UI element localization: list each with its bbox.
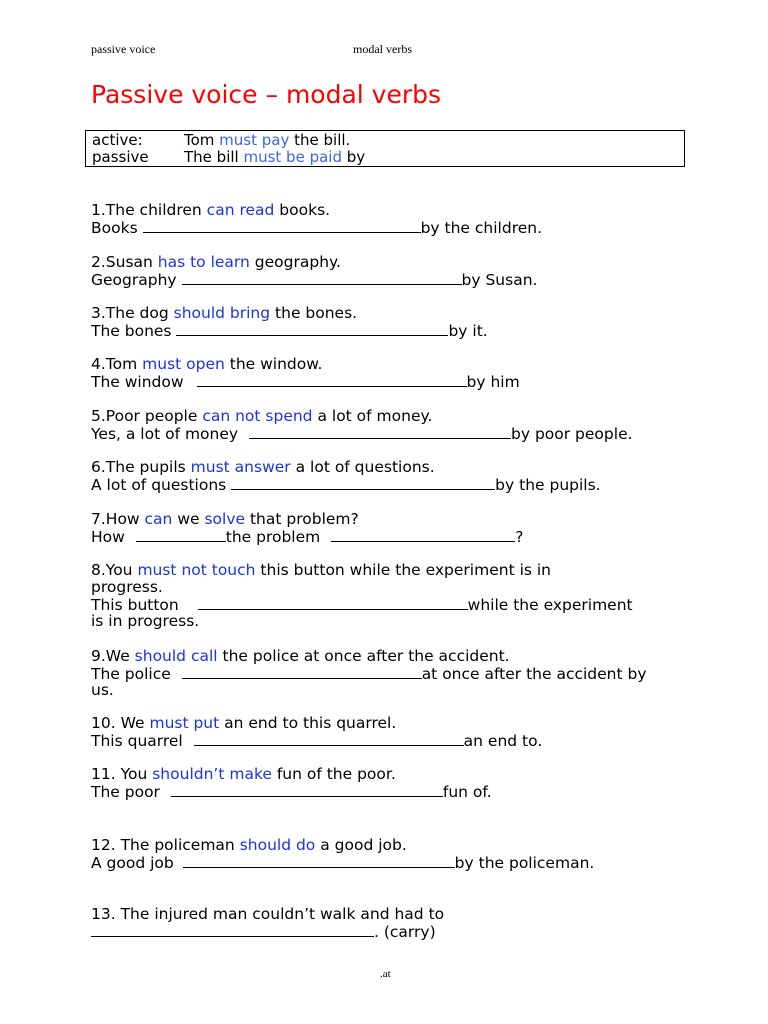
exercise-2-answer bbox=[91, 271, 537, 289]
exercise-8-sentence-cont: progress. bbox=[91, 578, 163, 596]
exercise-8-pre: 8.You bbox=[91, 561, 138, 579]
exercise-11-post: fun of the poor. bbox=[271, 765, 396, 783]
exercise-7-answer-pre: How bbox=[91, 528, 130, 546]
exercise-1-answer-pre: Books bbox=[91, 219, 143, 237]
exercise-3-answer-post: by it. bbox=[448, 322, 488, 340]
header-left: passive voice bbox=[91, 42, 156, 56]
header-right: modal verbs bbox=[353, 42, 412, 56]
exercise-4-answer bbox=[91, 373, 520, 391]
footer-text: .at bbox=[380, 968, 391, 980]
exercise-2-pre: 2.Susan bbox=[91, 253, 158, 271]
exercise-7-mid: we bbox=[172, 510, 205, 528]
exercise-9-pre: 9.We bbox=[91, 647, 135, 665]
exercise-13-sentence: 13. The injured man couldn’t walk and had to bbox=[91, 905, 445, 923]
exercise-2-post: geography. bbox=[249, 253, 341, 271]
exercise-8-post: this button while the experiment is in bbox=[255, 561, 552, 579]
example-active-pre: Tom bbox=[184, 131, 220, 149]
example-passive-line bbox=[92, 149, 365, 166]
exercise-10-sentence bbox=[91, 715, 396, 732]
exercise-7-sentence bbox=[91, 511, 359, 528]
exercise-4-sentence bbox=[91, 356, 322, 373]
exercise-4-post: the window. bbox=[224, 355, 323, 373]
exercise-4-answer-pre: The window bbox=[91, 373, 189, 391]
exercise-5-pre: 5.Poor people bbox=[91, 407, 203, 425]
exercise-7-blank-1[interactable] bbox=[136, 528, 226, 542]
exercise-8-blank[interactable] bbox=[198, 596, 468, 610]
exercise-2-answer-post: by Susan. bbox=[461, 271, 538, 289]
exercise-12-answer-post: by the policeman. bbox=[454, 854, 595, 872]
exercise-5-answer-post: by poor people. bbox=[511, 425, 633, 443]
exercise-8-modal: must not touch bbox=[137, 561, 256, 579]
example-box bbox=[85, 130, 685, 167]
exercise-3-modal: should bring bbox=[173, 304, 271, 322]
exercise-12-post: a good job. bbox=[315, 836, 407, 854]
example-passive-modal: must be paid bbox=[243, 148, 342, 166]
exercise-2-answer-pre: Geography bbox=[91, 271, 182, 289]
exercise-1-answer-post: by the children. bbox=[420, 219, 543, 237]
exercise-6-blank[interactable] bbox=[231, 476, 495, 490]
exercise-1-pre: 1.The children bbox=[91, 201, 207, 219]
exercise-2-modal: has to learn bbox=[157, 253, 250, 271]
exercise-3-answer-pre: The bones bbox=[91, 322, 177, 340]
exercise-4-answer-post: by him bbox=[466, 373, 520, 391]
exercise-7-modal: can bbox=[144, 510, 173, 528]
exercise-11-sentence bbox=[91, 766, 396, 783]
exercise-8-sentence bbox=[91, 562, 551, 579]
exercise-8-answer-post: while the experiment bbox=[467, 596, 633, 614]
example-passive-pre: The bill bbox=[184, 148, 244, 166]
exercise-10-post: an end to this quarrel. bbox=[219, 714, 397, 732]
exercise-11-answer-post: fun of. bbox=[442, 783, 492, 801]
exercise-11-answer-pre: The poor bbox=[91, 783, 165, 801]
exercise-2-blank[interactable] bbox=[182, 271, 462, 285]
exercise-10-answer-post: an end to. bbox=[463, 732, 543, 750]
example-active-line bbox=[92, 132, 350, 149]
exercise-12-modal: should do bbox=[239, 836, 316, 854]
exercise-5-answer bbox=[91, 425, 633, 443]
exercise-6-answer-pre: A lot of questions bbox=[91, 476, 232, 494]
exercise-7-answer-post: ? bbox=[515, 528, 524, 546]
exercise-1-post: books. bbox=[274, 201, 331, 219]
exercise-4-modal: must open bbox=[142, 355, 225, 373]
exercise-7-post: that problem? bbox=[245, 510, 359, 528]
exercise-3-blank[interactable] bbox=[176, 322, 448, 336]
exercise-5-answer-pre: Yes, a lot of money bbox=[91, 425, 244, 443]
exercise-10-pre: 10. We bbox=[91, 714, 150, 732]
example-active-modal: must pay bbox=[219, 131, 290, 149]
exercise-12-pre: 12. The policeman bbox=[91, 836, 240, 854]
exercise-11-answer bbox=[91, 783, 492, 801]
exercise-12-answer-pre: A good job bbox=[91, 854, 179, 872]
exercise-12-blank[interactable] bbox=[183, 854, 455, 868]
exercise-2-sentence bbox=[91, 254, 341, 271]
exercise-5-sentence bbox=[91, 408, 432, 425]
exercise-3-answer bbox=[91, 322, 488, 340]
exercise-9-blank[interactable] bbox=[182, 665, 422, 679]
exercise-8-answer-pre: This button bbox=[91, 596, 184, 614]
exercise-3-pre: 3.The dog bbox=[91, 304, 174, 322]
exercise-9-modal: should call bbox=[134, 647, 218, 665]
exercise-11-pre: 11. You bbox=[91, 765, 153, 783]
exercise-6-sentence bbox=[91, 459, 435, 476]
exercise-7-answer bbox=[91, 528, 523, 546]
exercise-5-modal: can not spend bbox=[202, 407, 313, 425]
exercise-9-answer-cont: us. bbox=[91, 681, 114, 699]
exercise-3-post: the bones. bbox=[270, 304, 358, 322]
exercise-10-blank[interactable] bbox=[194, 732, 464, 746]
exercise-8-answer-cont: is in progress. bbox=[91, 612, 200, 630]
exercise-1-modal: can read bbox=[206, 201, 275, 219]
exercise-9-sentence bbox=[91, 648, 510, 665]
exercise-4-blank[interactable] bbox=[197, 373, 467, 387]
exercise-11-modal: shouldn’t make bbox=[152, 765, 272, 783]
exercise-9-answer-pre: The police bbox=[91, 665, 176, 683]
page-title: Passive voice – modal verbs bbox=[91, 80, 442, 109]
exercise-7-answer-mid: the problem bbox=[225, 528, 326, 546]
exercise-6-post: a lot of questions. bbox=[290, 458, 435, 476]
exercise-7-pre: 7.How bbox=[91, 510, 145, 528]
example-passive-label: passive bbox=[92, 148, 149, 166]
exercise-10-answer-pre: This quarrel bbox=[91, 732, 188, 750]
exercise-9-answer-post: at once after the accident by bbox=[421, 665, 647, 683]
example-active-post: the bill. bbox=[289, 131, 351, 149]
exercise-6-answer-post: by the pupils. bbox=[495, 476, 601, 494]
exercise-12-answer bbox=[91, 854, 594, 872]
exercise-5-blank[interactable] bbox=[249, 425, 511, 439]
exercise-13-answer-post: . (carry) bbox=[374, 923, 436, 941]
exercise-10-modal: must put bbox=[149, 714, 220, 732]
exercise-1-sentence bbox=[91, 202, 330, 219]
exercise-9-post: the police at once after the accident. bbox=[217, 647, 510, 665]
exercise-9-answer bbox=[91, 665, 647, 683]
exercise-1-blank[interactable] bbox=[143, 219, 421, 233]
example-active-label: active: bbox=[92, 131, 143, 149]
exercise-13-answer bbox=[91, 923, 436, 941]
exercise-1-answer bbox=[91, 219, 542, 237]
exercise-13-blank[interactable] bbox=[91, 923, 374, 937]
exercise-10-answer bbox=[91, 732, 542, 750]
exercise-5-post: a lot of money. bbox=[312, 407, 433, 425]
exercise-7-modal2: solve bbox=[204, 510, 246, 528]
exercise-6-answer bbox=[91, 476, 601, 494]
exercise-6-modal: must answer bbox=[190, 458, 291, 476]
exercise-11-blank[interactable] bbox=[171, 783, 443, 797]
example-passive-post: by bbox=[341, 148, 366, 166]
exercise-6-pre: 6.The pupils bbox=[91, 458, 191, 476]
exercise-3-sentence bbox=[91, 305, 357, 322]
exercise-12-sentence bbox=[91, 837, 407, 854]
exercise-4-pre: 4.Tom bbox=[91, 355, 143, 373]
exercise-7-blank-2[interactable] bbox=[331, 528, 515, 542]
